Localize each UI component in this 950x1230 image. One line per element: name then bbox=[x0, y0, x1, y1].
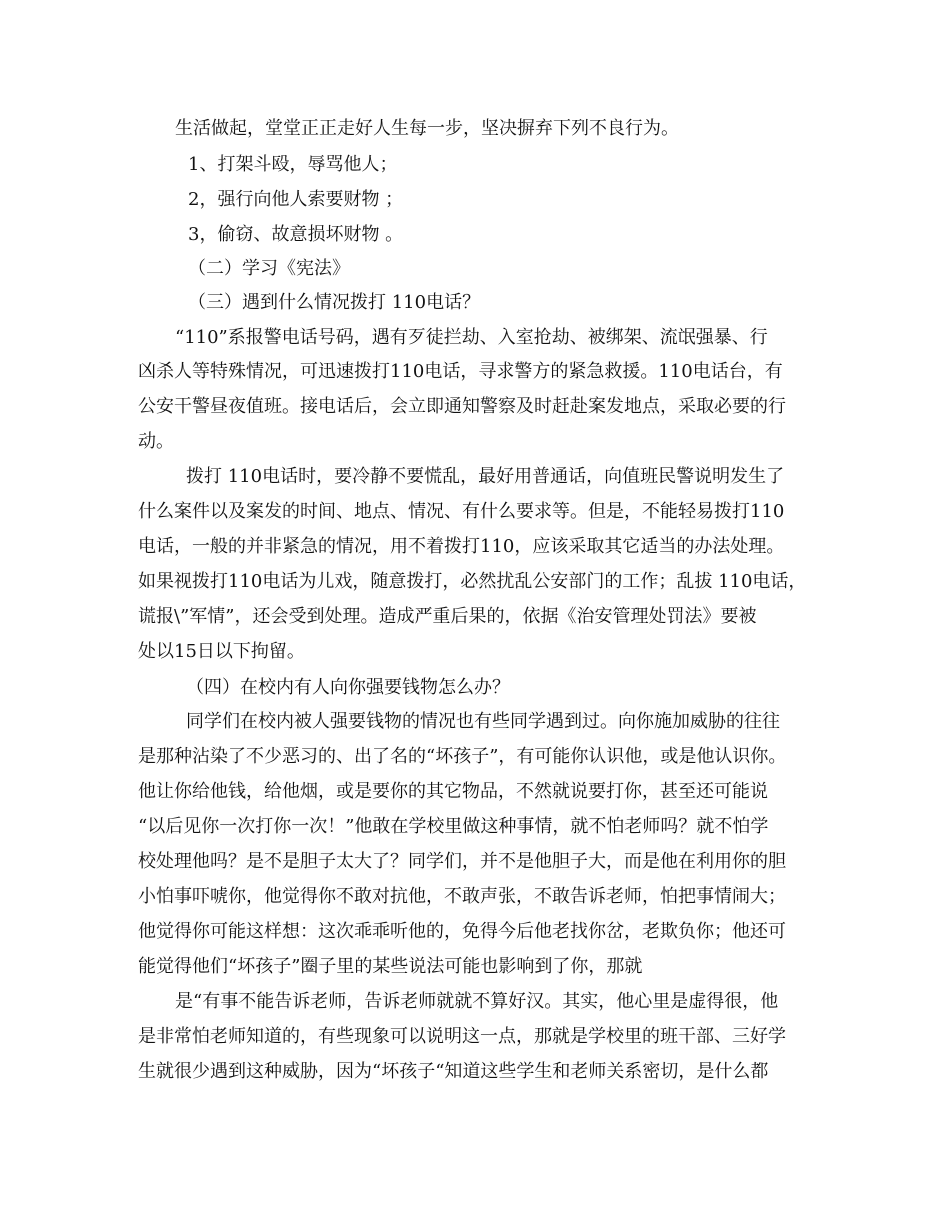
text-line: 是非常怕老师知道的，有些现象可以说明这一点，那就是学校里的班干部、三好学 bbox=[138, 1026, 786, 1047]
text-line: 他觉得你可能这样想：这次乖乖听他的，免得今后他老找你岔，老欺负你；他还可 bbox=[138, 921, 786, 942]
text-line: 动。 bbox=[138, 431, 174, 452]
text-line: 生活做起，堂堂正正走好人生每一步，坚决摒弃下列不良行为。 bbox=[175, 118, 679, 139]
text-line: 1、打架斗殴，辱骂他人； bbox=[188, 154, 398, 175]
text-line: 同学们在校内被人强要钱物的情况也有些同学遇到过。向你施加威胁的往往 bbox=[186, 711, 780, 732]
text-line: “以后见你一次打你一次！”他敢在学校里做这种事情，就不怕老师吗？就不怕学 bbox=[138, 816, 769, 837]
text-line: 小怕事吓唬你，他觉得你不敢对抗他，不敢声张，不敢告诉老师，怕把事情闹大； bbox=[138, 886, 786, 907]
text-line: 是“有事不能告诉老师，告诉老师就就不算好汉。其实，他心里是虚得很，他 bbox=[175, 991, 779, 1012]
text-line: 是那种沾染了不少恶习的、出了名的“坏孩子”，有可能你认识他，或是他认识你。 bbox=[138, 746, 787, 767]
text-line: 电话，一般的并非紧急的情况，用不着拨打110，应该采取其它适当的办法处理。 bbox=[138, 536, 785, 557]
text-line: “110”系报警电话号码，遇有歹徒拦劫、入室抢劫、被绑架、流氓强暴、行 bbox=[175, 327, 768, 348]
text-line: 公安干警昼夜值班。接电话后，会立即通知警察及时赶赴案发地点，采取必要的行 bbox=[138, 396, 786, 417]
text-line: 凶杀人等特殊情况，可迅速拨打110电话，寻求警方的紧急救援。110电话台，有 bbox=[138, 361, 783, 382]
section-heading: （三）遇到什么情况拨打 110电话？ bbox=[188, 292, 481, 313]
text-line: 能觉得他们“坏孩子”圈子里的某些说法可能也影响到了你，那就 bbox=[138, 956, 643, 977]
text-line: 如果视拨打110电话为儿戏，随意拨打，必然扰乱公安部门的工作；乱拔 110电话， bbox=[138, 571, 807, 592]
text-line: 校处理他吗？是不是胆子太大了？同学们，并不是他胆子大，而是他在利用你的胆 bbox=[138, 851, 786, 872]
text-line: 拨打 110电话时，要冷静不要慌乱，最好用普通话，向值班民警说明发生了 bbox=[186, 466, 785, 487]
text-line: 谎报\”军情”，还会受到处理。造成严重后果的，依据《治安管理处罚法》要被 bbox=[138, 606, 757, 627]
text-line: 生就很少遇到这种威胁，因为“坏孩子“知道这些学生和老师关系密切，是什么都 bbox=[138, 1061, 769, 1082]
text-line: 3，偷窃、故意损坏财物 。 bbox=[188, 224, 404, 245]
section-heading: （四）在校内有人向你强要钱物怎么办？ bbox=[186, 677, 510, 698]
text-line: 2，强行向他人索要财物 ； bbox=[188, 189, 404, 210]
text-line: 处以15日以下拘留。 bbox=[138, 641, 305, 662]
section-heading: （二）学习《宪法》 bbox=[188, 258, 350, 279]
text-line: 他让你给他钱，给他烟，或是要你的其它物品，不然就说要打你，甚至还可能说 bbox=[138, 781, 768, 802]
text-line: 什么案件以及案发的时间、地点、情况、有什么要求等。但是，不能轻易拨打110 bbox=[138, 501, 785, 522]
